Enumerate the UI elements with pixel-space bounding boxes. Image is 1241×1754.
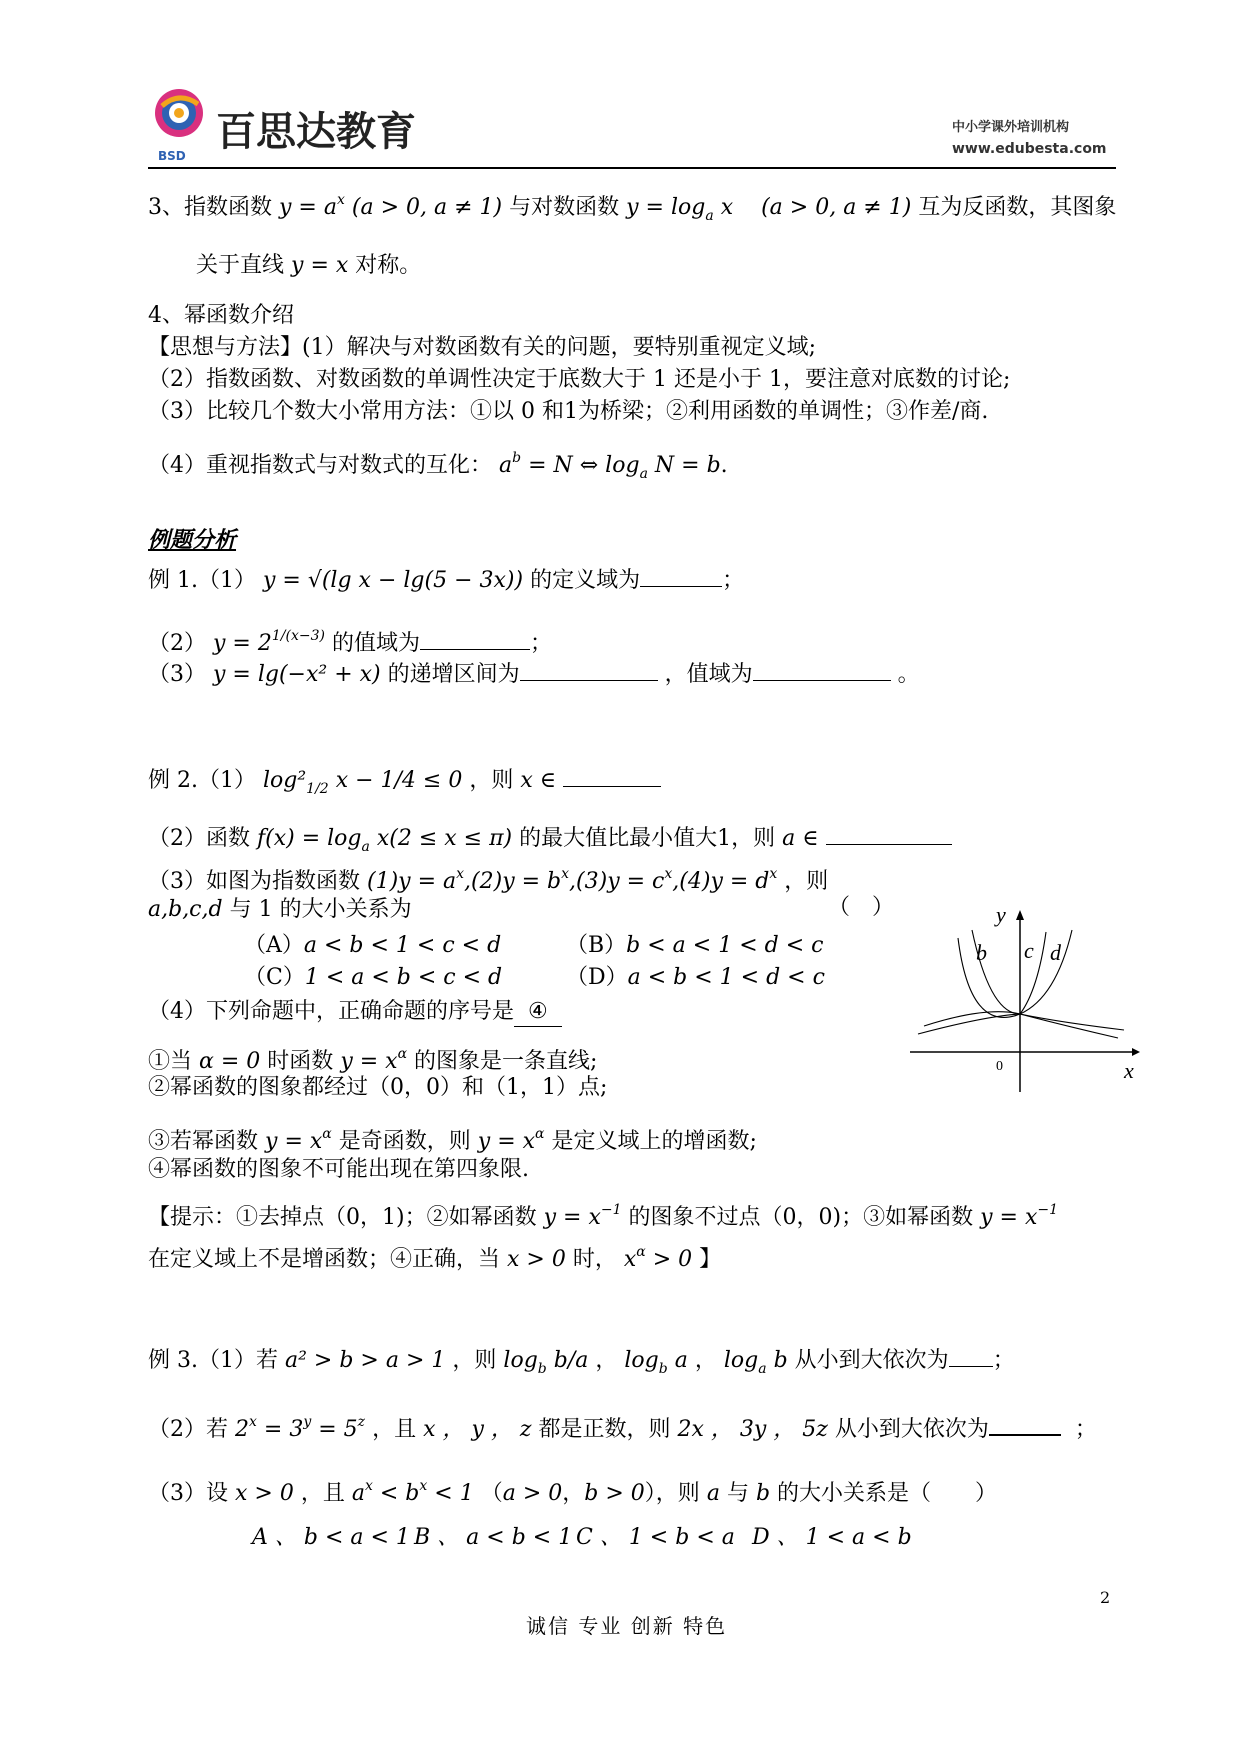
answer-blank[interactable] <box>753 658 891 681</box>
choice-c[interactable]: C 、 1 < b < a <box>576 1525 735 1550</box>
option-b[interactable]: （B）b < a < 1 < d < c <box>566 933 824 958</box>
answer-blank[interactable] <box>520 658 658 681</box>
y-label: y <box>996 902 1006 927</box>
proposition-1: ①当 α = 0 时函数 $y = x^\alpha$ 的图象是一条直线; <box>148 1046 598 1074</box>
ex3-part1: 例 3.（1）若 a² > b > a > 1 ，则 $\log_b b/a$ ， $\log_b a$ ， $\log_a b$ 从小到大依次为 ； <box>148 1344 1015 1383</box>
answer-blank[interactable] <box>989 1412 1061 1436</box>
ex1-part1: 例 1.（1） y = √(lg x − lg(5 − 3x)) 的定义域为 ； <box>148 564 744 595</box>
header-rule <box>148 167 1116 169</box>
proposition-3: ③若幂函数 $y = x^\alpha$ 是奇函数，则 $y = x^\alpha$ 是定义域上的增函数; <box>148 1126 757 1154</box>
ex2-part3-b: a,b,c,d 与 1 的大小关系为 <box>148 897 412 922</box>
curve-d <box>918 930 1072 1034</box>
proposition-4: ④幂函数的图象不可能出现在第四象限. <box>148 1157 529 1182</box>
option-c[interactable]: （C）1 < a < b < c < d <box>244 965 503 990</box>
y-axis-arrow <box>1016 910 1024 920</box>
footer-motto: 诚信 专业 创新 特色 <box>526 1614 728 1638</box>
proposition-2: ②幂函数的图象都经过（0，0）和（1，1）点; <box>148 1075 608 1100</box>
ex2-part2: （2）函数 $f(x) = \log_a x(2 \le x \le \pi)$ 的最大值比最小值大1，则 a ∈ <box>148 822 952 861</box>
org-name: 中小学课外培训机构 <box>952 120 1070 135</box>
origin-label: 0 <box>996 1059 1003 1074</box>
examples-heading: 例题分析 <box>148 527 237 553</box>
x-axis-arrow <box>1132 1048 1140 1056</box>
option-d[interactable]: （D）a < b < 1 < d < c <box>566 965 825 990</box>
logo-abbr: BSD <box>158 149 186 163</box>
item-4: 4、幂函数介绍 <box>148 303 294 328</box>
graph-svg <box>906 898 1142 1096</box>
answer-blank[interactable] <box>563 764 661 787</box>
ex1-part2: （2） $y = 2^{1/(x-3)}$ 的值域为 ； <box>148 628 552 656</box>
x-label: x <box>1124 1058 1134 1083</box>
ex1-part3: （3） y = lg(−x² + x) 的递增区间为 ，值域为 。 <box>148 658 920 689</box>
method-1: 【思想与方法】(1）解决与对数函数有关的问题，要特别重视定义域; <box>148 335 816 360</box>
method-3: （3）比较几个数大小常用方法：①以 0 和1为桥梁；②利用函数的单调性；③作差/商. <box>148 399 989 424</box>
ex3-part3: （3）设 x > 0 ，且 $a^x < b^x < 1$ （a > 0，b > 0），则 a 与 b 的大小关系是（ ） <box>148 1478 998 1506</box>
site-url: www.edubesta.com <box>952 141 1107 157</box>
ex2-answer-paren[interactable]: （ ） <box>828 895 895 920</box>
method-4: （4）重视指数式与对数式的互化： $a^b = N$ ⇔ $\log_a N = b$. <box>148 450 728 482</box>
ex2-part1: 例 2.（1） $\log^2_{1/2}$ x − 1/4 ≤ 0 ，则 x ∈ <box>148 764 661 803</box>
choice-a[interactable]: A 、 b < a < 1 <box>252 1525 410 1550</box>
logo-icon <box>148 86 210 152</box>
page-number: 2 <box>1100 1588 1111 1607</box>
choice-d[interactable]: D 、 1 < a < b <box>752 1525 912 1550</box>
brand-name: 百思达教育 <box>216 109 416 155</box>
curve-label-c: c <box>1024 938 1034 963</box>
item-3-line-2: 关于直线 y = x 对称。 <box>196 253 422 278</box>
answer-blank[interactable] <box>420 627 530 650</box>
ex2-part3: （3）如图为指数函数 $(1)y = a^x,(2)y = b^x,(3)y = c^x,(4)y = d^x$ ，则 <box>148 866 829 894</box>
curve-label-b: b <box>976 940 987 965</box>
curve-b <box>972 930 1118 1038</box>
hint-line-2: 在定义域上不是增函数；④正确，当 x > 0 时， $x^\alpha > 0$ 】 <box>148 1244 722 1272</box>
choice-b[interactable]: B 、 a < b < 1 <box>414 1525 573 1550</box>
hint-line-1: 【提示：①去掉点（0，1)；②如幂函数 $y = x^{-1}$ 的图象不过点（0，0)；③如幂函数 $y = x^{-1}$ <box>148 1202 1058 1230</box>
logo <box>148 86 210 152</box>
curve-label-d: d <box>1050 940 1061 965</box>
answer-blank[interactable] <box>640 564 722 587</box>
exponential-graph <box>906 898 1142 1096</box>
answer-blank[interactable] <box>826 822 952 845</box>
method-2: （2）指数函数、对数函数的单调性决定于底数大于 1 还是小于 1，要注意对底数的讨论; <box>148 367 1011 392</box>
ex2-part4: （4）下列命题中，正确命题的序号是 ④ <box>148 998 562 1027</box>
answer-blank[interactable] <box>949 1344 993 1367</box>
ex3-part2: （2）若 $2^x = 3^y = 5^z$ ，且 x ， y ， z 都是正数，则 2x ， 3y ， 5z 从小到大依次为 ； <box>148 1414 1097 1442</box>
option-a[interactable]: （A）a < b < 1 < c < d <box>244 933 502 958</box>
item-3-line-1: 3、指数函数 $y = a^x$ (a > 0, a ≠ 1) 与对数函数 $y = \log_a x$ (a > 0, a ≠ 1) 互为反函数，其图象 <box>148 192 1117 224</box>
